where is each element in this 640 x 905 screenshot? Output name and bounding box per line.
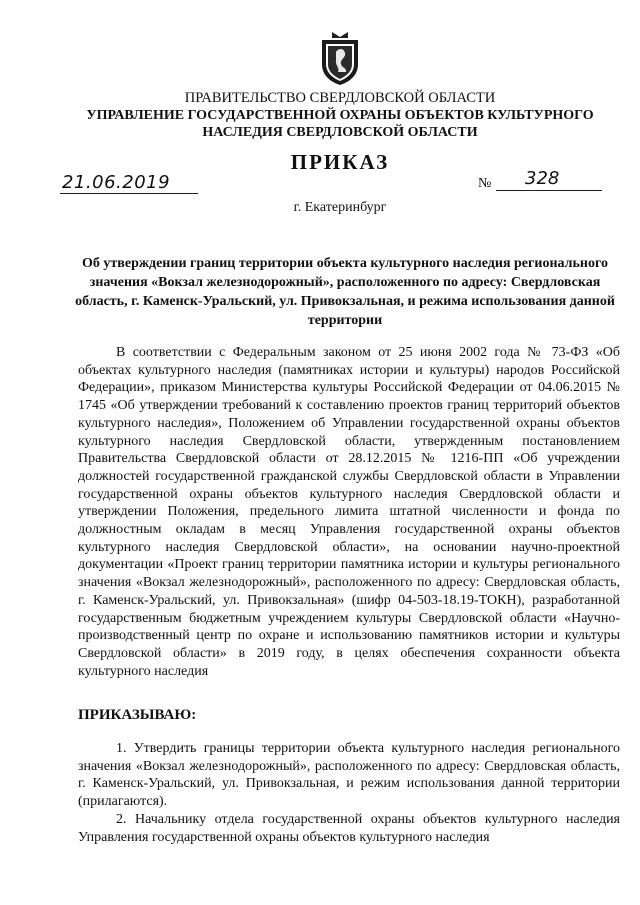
government-name: ПРАВИТЕЛЬСТВО СВЕРДЛОВСКОЙ ОБЛАСТИ	[184, 90, 496, 106]
order-item-2: 2. Начальнику отдела государственной охраны объектов культурного наследия Управления государственной охраны объектов культурного наследия	[78, 811, 620, 845]
preamble-block	[78, 344, 620, 680]
order-keyword: ПРИКАЗЫВАЮ:	[78, 707, 197, 723]
order-heading: Об утверждении границ территории объекта культурного наследия регионального значения «Вокзал железнодорожный», расположенного по адресу: Свердловская область, г. Каменск-Уральский, ул. Привокзальная, и режима использования данной территории	[75, 256, 615, 328]
department-name: УПРАВЛЕНИЕ ГОСУДАРСТВЕННОЙ ОХРАНЫ ОБЪЕКТОВ КУЛЬТУРНОГО НАСЛЕДИЯ СВЕРДЛОВСКОЙ ОБЛАСТИ	[86, 108, 594, 140]
order-items	[78, 740, 620, 846]
number-underline	[496, 190, 602, 191]
preamble-paragraph: В соответствии с Федеральным законом от 25 июня 2002 года № 73-ФЗ «Об объектах культурного наследия (памятниках истории и культуры) народов Российской Федерации», приказом Министерства культуры Российской Федерации от 04.06.2015 № 1745 «Об утверждении требований к составлению проектов границ территорий объектов культурного наследия», Положением об Управлении государственной охраны объектов культурного наследия Свердловской области, утвержденным постановлением Правительства Свердловской области от 28.12.2015 № 1216-ПП «Об учреждении должностей государственной гражданской службы Свердловской области в Управлении государственной охраны объектов культурного наследия Свердловской области и утверждении Положения, предельного лимита штатной численности и фонда по должностным окладам в месяц Управления государственной охраны объектов культурного наследия Свердловской области», на основании научно-проектной документации «Проект границ территории памятника истории и культуры регионального значения «Вокзал железнодорожный», расположенного по адресу: Свердловская область, г. Каменск-Уральский, ул. Привокзальная» (шифр 04-503-18.19-ТОКН), разработанной государственным бюджетным учреждением культуры Свердловской области «Научно-производственный центр по охране и использованию памятников истории и культуры Свердловской области» в 2019 году, в целях обеспечения сохранности объекта культурного наследия	[78, 345, 620, 679]
document-type-title: ПРИКАЗ	[290, 150, 390, 174]
number-label: №	[478, 176, 492, 191]
coat-of-arms-icon	[318, 30, 362, 86]
handwritten-date: 21.06.2019	[62, 172, 171, 193]
date-underline	[60, 193, 198, 194]
city-line: г. Екатеринбург	[293, 200, 387, 215]
order-item-1: 1. Утвердить границы территории объекта культурного наследия регионального значения «Вокзал железнодорожный», расположенного по адресу: Свердловская область, г. Каменск-Уральский, ул. Привокзальная, и режим использования данной территории (прилагаются).	[78, 741, 620, 810]
handwritten-number: 328	[525, 168, 560, 189]
